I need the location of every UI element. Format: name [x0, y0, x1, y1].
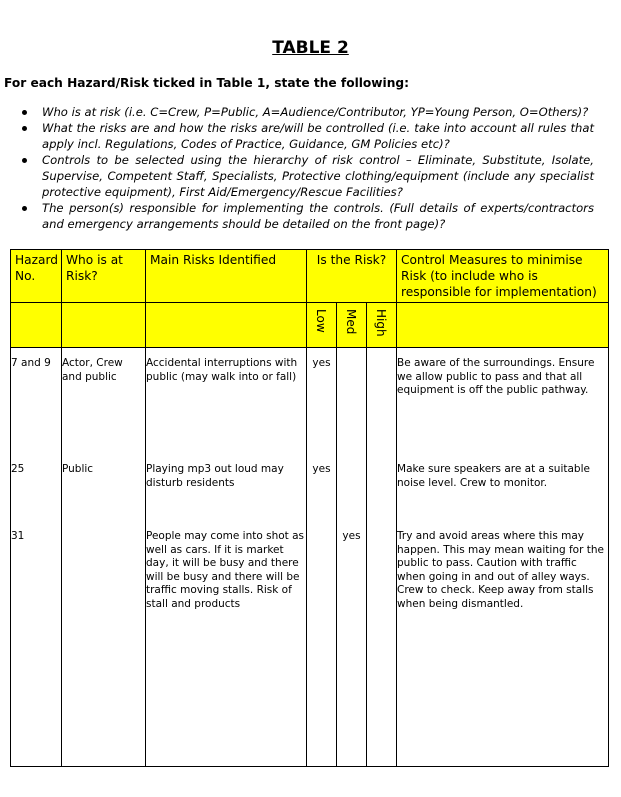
- low-value: yes: [312, 357, 331, 369]
- header-med-label: Med: [344, 309, 358, 335]
- header-low-label: Low: [314, 309, 328, 333]
- header-main-risks: Main Risks Identified: [146, 250, 307, 303]
- table-body-row: [11, 348, 609, 767]
- low-column: [307, 348, 337, 767]
- control-measure: Make sure speakers are at a suitable noise level. Crew to monitor.: [397, 463, 590, 489]
- header-blank-cell: [11, 303, 62, 348]
- hazard-no: 25: [11, 463, 25, 475]
- control-measure: Try and avoid areas where this may happen. This may mean waiting for the public to pass. Caution with traffic when going in and out of alley ways. Crew to check. Keep away from stalls when being dismantled.: [397, 530, 604, 610]
- med-column: [337, 348, 367, 767]
- header-risk-level: Is the Risk?: [307, 250, 397, 303]
- header-med: [337, 303, 367, 348]
- instruction-item: Who is at risk (i.e. C=Crew, P=Public, A=Audience/Contributor, YP=Young Person, O=Others)?: [22, 104, 594, 120]
- instruction-item: Controls to be selected using the hierarchy of risk control – Eliminate, Substitute, Isolate, Supervise, Competent Staff, Specialists, Protective clothing/equipment (include any specialist protective equipment), First Aid/Emergency/Rescue Facilities?: [22, 152, 594, 200]
- header-blank-cell: [62, 303, 146, 348]
- risks-column: [146, 348, 307, 767]
- instruction-item: What the risks are and how the risks are/will be controlled (i.e. take into account all rules that apply incl. Regulations, Codes of Practice, Guidance, GM Policies etc)?: [22, 120, 594, 152]
- header-control-measures: Control Measures to minimise Risk (to include who is responsible for implementation): [397, 250, 609, 303]
- instruction-item: The person(s) responsible for implementing the controls. (Full details of experts/contractors and emergency arrangements should be detailed on the front page)?: [22, 200, 594, 232]
- header-who-at-risk: Who is at Risk?: [62, 250, 146, 303]
- intro-text: For each Hazard/Risk ticked in Table 1, state the following:: [4, 76, 410, 90]
- header-high-label: High: [374, 309, 388, 337]
- risk-description: Playing mp3 out loud may disturb residents: [146, 463, 284, 489]
- header-blank-cell: [397, 303, 609, 348]
- instruction-list: [22, 104, 594, 232]
- hazard-column: [11, 348, 62, 767]
- control-measure: Be aware of the surroundings. Ensure we allow public to pass and that all equipment is off the public pathway.: [397, 357, 595, 396]
- risk-description: People may come into shot as well as cars. If it is market day, it will be busy and there will be busy and there will be traffic moving stalls. Risk of stall and products: [146, 530, 305, 610]
- header-high: [367, 303, 397, 348]
- who-at-risk: Public: [62, 463, 94, 475]
- who-at-risk: Actor, Crew and public: [62, 357, 123, 383]
- risk-table: [10, 249, 609, 767]
- high-column: [367, 348, 397, 767]
- med-value: yes: [342, 530, 361, 542]
- header-blank-cell: [146, 303, 307, 348]
- hazard-no: 31: [11, 530, 25, 542]
- risk-description: Accidental interruptions with public (may walk into or fall): [146, 357, 298, 383]
- header-hazard-no: Hazard No.: [11, 250, 62, 303]
- header-low: [307, 303, 337, 348]
- control-column: [397, 348, 609, 767]
- who-column: [62, 348, 146, 767]
- hazard-no: 7 and 9: [11, 357, 51, 369]
- page-title: TABLE 2: [272, 38, 349, 58]
- low-value: yes: [312, 463, 331, 475]
